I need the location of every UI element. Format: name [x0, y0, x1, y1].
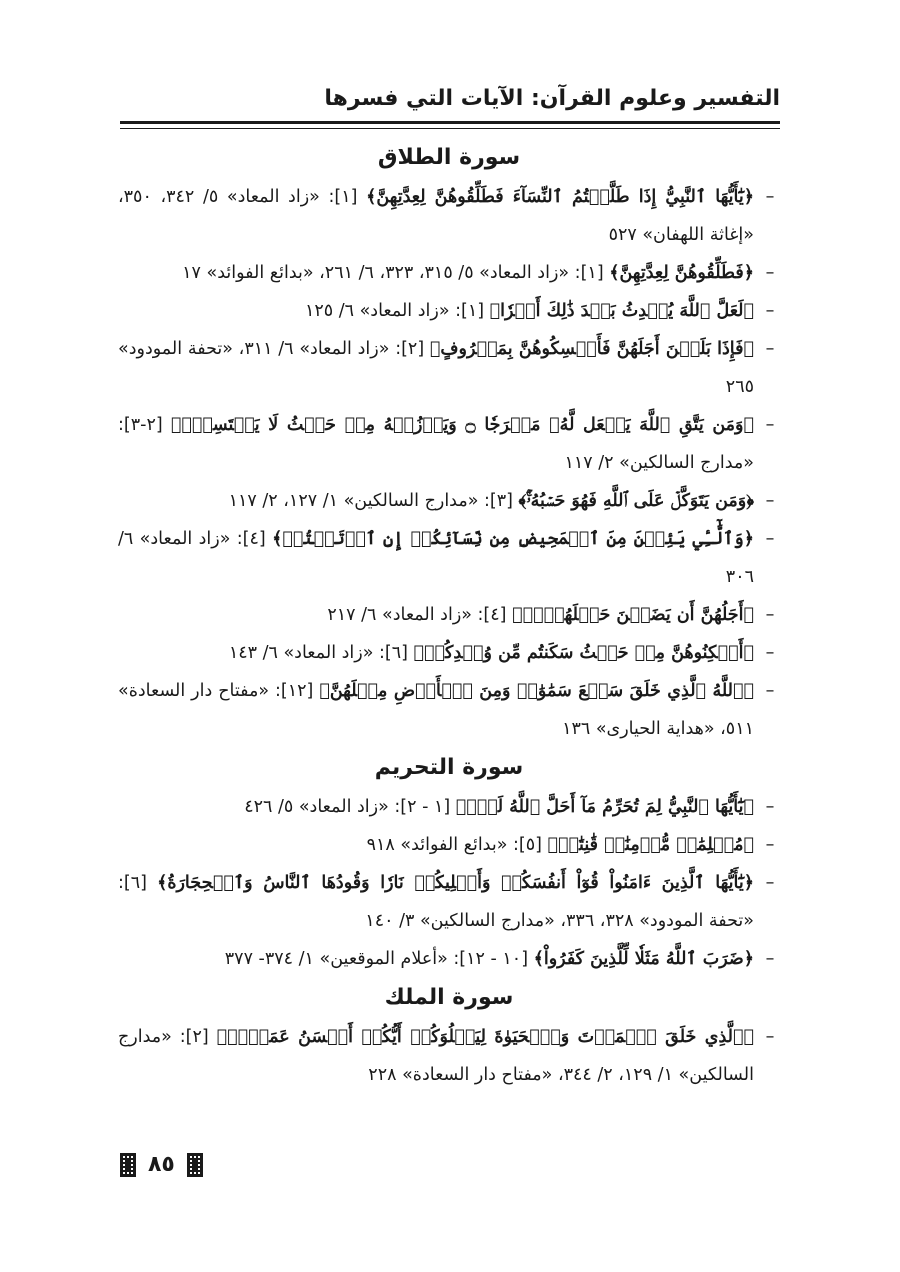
verse-entry: [118, 634, 780, 672]
verse-entry: [118, 292, 780, 330]
surah-title-mulk: سورة الملك: [384, 985, 514, 1010]
reference-text: [٦]: «زاد المعاد» ٦/ ١٤٣: [228, 643, 408, 663]
reference-text: [١ - ٢]: «زاد المعاد» ٥/ ٤٢٦: [244, 797, 451, 817]
reference-text: [٢]: «مدارج السالكين» ١/ ١٢٩، ٢/ ٣٤٤، «مفتاح دار السعادة» ٢٢٨: [118, 1027, 754, 1085]
ayah-text: ﴿فَطَلِّقُوهُنَّ لِعِدَّتِهِنَّ﴾: [609, 263, 754, 283]
verse-entry: [118, 826, 780, 864]
verse-entry: [118, 254, 780, 292]
ornament-icon: [187, 1153, 203, 1177]
verse-entry: [118, 788, 780, 826]
entry-dash: –: [765, 491, 775, 511]
reference-text: [٣]: «مدارج السالكين» ١/ ١٢٧، ٢/ ١١٧: [228, 491, 513, 511]
verse-entry: [118, 520, 780, 596]
verse-entry: [118, 482, 780, 520]
reference-text: [٤]: «زاد المعاد» ٦/ ٣٠٦: [118, 529, 754, 587]
verse-entry: [118, 596, 780, 634]
ayah-text: ﴿يَٰٓأَيُّهَا ٱلنَّبِيُّ لِمَ تُحَرِّمُ مَآ أَحَلَّ ٱللَّهُ لَكَۖ﴾: [455, 797, 754, 817]
entry-dash: –: [765, 873, 775, 893]
entry-dash: –: [765, 605, 775, 625]
ayah-text: ﴿ٱلَّذِي خَلَقَ ٱلۡمَوۡتَ وَٱلۡحَيَوٰةَ لِيَبۡلُوَكُمۡ أَيُّكُمۡ أَحۡسَنُ عَمَلٗاۚ﴾: [216, 1027, 754, 1047]
ayah-text: ﴿أَسۡكِنُوهُنَّ مِنۡ حَيۡثُ سَكَنتُم مِّن وُجۡدِكُمۡ﴾: [413, 643, 754, 663]
ayah-text: ﴿مُسۡلِمَٰتٖ مُّؤۡمِنَٰتٖ قَٰنِتَٰتٖ﴾: [547, 835, 754, 855]
ayah-text: ﴿أَجَلُهُنَّ أَن يَضَعۡنَ حَمۡلَهُنَّۚ﴾: [512, 605, 754, 625]
page-footer: [120, 1150, 203, 1180]
verse-entry: [118, 1018, 780, 1094]
entry-dash: –: [765, 1027, 775, 1047]
reference-text: [١٢]: «مفتاح دار السعادة» ٥١١، «هداية الحيارى» ١٣٦: [118, 681, 754, 739]
reference-text: [٢]: «زاد المعاد» ٦/ ٣١١، «تحفة المودود» ٢٦٥: [118, 339, 754, 397]
verse-entry: [118, 406, 780, 482]
ayah-text: ﴿وَٱلَّٰٓـِٔي يَئِسۡنَ مِنَ ٱلۡمَحِيضِ مِن نِّسَآئِكُمۡ إِنِ ٱرۡتَبۡتُمۡ﴾: [272, 529, 754, 549]
reference-text: [١]: «زاد المعاد» ٥/ ٣٤٢، ٣٥٠، «إغاثة اللهفان» ٥٢٧: [118, 187, 754, 245]
verse-entry: [118, 178, 780, 254]
entry-dash: –: [765, 529, 775, 549]
page-number: ٨٥: [148, 1152, 175, 1177]
ayah-text: ﴿ضَرَبَ ٱللَّهُ مَثَلٗا لِّلَّذِينَ كَفَرُواْ﴾: [533, 949, 754, 969]
entry-dash: –: [765, 949, 775, 969]
entry-dash: –: [765, 339, 775, 359]
verse-entry: [118, 864, 780, 940]
surah-title-tahrim: سورة التحريم: [374, 755, 524, 780]
entry-dash: –: [765, 415, 775, 435]
ayah-text: ﴿لَعَلَّ ٱللَّهَ يُحۡدِثُ بَعۡدَ ذَٰلِكَ أَمۡرٗا﴾: [489, 301, 754, 321]
page-content: [118, 138, 780, 1094]
reference-text: [٤]: «زاد المعاد» ٦/ ٢١٧: [327, 605, 507, 625]
ornament-icon: [120, 1153, 136, 1177]
verse-entry: [118, 672, 780, 748]
reference-text: [٢-٣]: «مدارج السالكين» ٢/ ١١٧: [118, 415, 754, 473]
reference-text: [١]: «زاد المعاد» ٦/ ١٢٥: [304, 301, 485, 321]
reference-text: [٦]: «تحفة المودود» ٣٢٨، ٣٣٦، «مدارج السالكين» ٣/ ١٤٠: [118, 873, 754, 931]
verse-entry: [118, 940, 780, 978]
entry-dash: –: [765, 187, 775, 207]
entry-dash: –: [765, 681, 775, 701]
ayah-text: ﴿ٱللَّهُ ٱلَّذِي خَلَقَ سَبۡعَ سَمَٰوَٰتٖ وَمِنَ ٱلۡأَرۡضِ مِثۡلَهُنَّ﴾: [319, 681, 754, 701]
reference-text: [٥]: «بدائع الفوائد» ٩١٨: [366, 835, 542, 855]
entry-dash: –: [765, 263, 775, 283]
entry-dash: –: [765, 643, 775, 663]
ayah-text: ﴿يَٰٓأَيُّهَا ٱلَّذِينَ ءَامَنُواْ قُوٓاْ أَنفُسَكُمۡ وَأَهۡلِيكُمۡ نَارٗا وَقُودُهَا ٱلنَّاسُ وَٱلۡحِجَارَةُ﴾: [157, 873, 754, 893]
ayah-text: ﴿فَإِذَا بَلَغۡنَ أَجَلَهُنَّ فَأَمۡسِكُوهُنَّ بِمَعۡرُوفٍ﴾: [429, 339, 754, 359]
reference-text: [١]: «زاد المعاد» ٥/ ٣١٥، ٣٢٣، ٦/ ٢٦١، «بدائع الفوائد» ١٧: [182, 263, 604, 283]
running-header: التفسير وعلوم القرآن: الآيات التي فسرها: [324, 86, 780, 111]
entry-dash: –: [765, 835, 775, 855]
reference-text: [١٠ - ١٢]: «أعلام الموقعين» ١/ ٣٧٤- ٣٧٧: [224, 949, 529, 969]
ayah-text: ﴿وَمَن يَتَوَكَّلۡ عَلَى ٱللَّهِ فَهُوَ حَسۡبُهُۥٓۚ﴾: [518, 491, 754, 511]
surah-title-talaq: سورة الطلاق: [377, 145, 521, 170]
ayah-text: ﴿يَٰٓأَيُّهَا ٱلنَّبِيُّ إِذَا طَلَّقۡتُمُ ٱلنِّسَآءَ فَطَلِّقُوهُنَّ لِعِدَّتِهِنَّ﴾: [366, 187, 754, 207]
entry-dash: –: [765, 797, 775, 817]
ayah-text: ﴿وَمَن يَتَّقِ ٱللَّهَ يَجۡعَل لَّهُۥ مَخۡرَجٗا ۝ وَيَرۡزُقۡهُ مِنۡ حَيۡثُ لَا يَحۡتَسِبُۚ﴾: [170, 415, 754, 435]
header-rule: [120, 121, 780, 129]
entry-dash: –: [765, 301, 775, 321]
verse-entry: [118, 330, 780, 406]
